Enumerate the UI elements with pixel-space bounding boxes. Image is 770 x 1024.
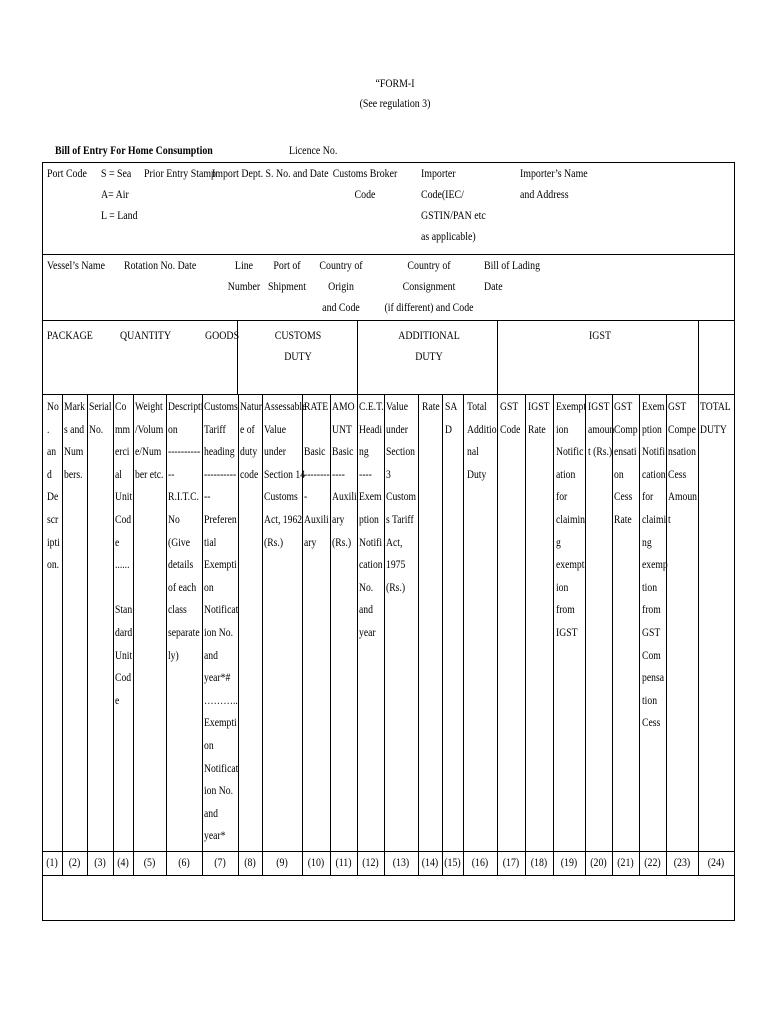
group-customs-duty: CUSTOMS DUTY — [274, 330, 322, 363]
form-title: “FORM-I — [375, 78, 415, 90]
col-header-20: IGST amoun t (Rs.) — [588, 401, 615, 459]
col-number-4: (4) — [117, 857, 129, 869]
col-number-5: (5) — [143, 857, 156, 869]
numbers-row-top-line — [42, 851, 735, 852]
group-divider-igst — [698, 320, 699, 394]
frame-left-line — [42, 162, 43, 920]
col-divider-13 — [418, 394, 419, 876]
group-divider-additional — [497, 320, 498, 394]
frame-top-line — [42, 162, 735, 163]
data-entry-row[interactable] — [43, 876, 734, 920]
col-divider-20 — [612, 394, 613, 876]
country-of-consignment-label: Country of Consignment (if different) and Code — [384, 260, 474, 314]
col-header-11: AMO UNT Basic ---- Auxili ary (Rs.) — [332, 401, 357, 549]
col-divider-17 — [525, 394, 526, 876]
col-number-14: (14) — [421, 857, 439, 869]
col-divider-10 — [330, 394, 331, 876]
import-dept-label: Import Dept. S. No. and Date — [212, 168, 329, 180]
group-quantity: QUANTITY — [120, 330, 172, 342]
bill-heading: Bill of Entry For Home Consumption — [55, 145, 213, 157]
col-header-15: SA D — [445, 401, 458, 436]
row1-bottom-line — [42, 254, 735, 255]
col-header-8: Natur e of duty code — [240, 401, 262, 481]
col-number-11: (11) — [335, 857, 352, 869]
col-divider-9 — [302, 394, 303, 876]
col-divider-3 — [113, 394, 114, 876]
rotation-no-label: Rotation No. Date — [124, 260, 197, 272]
mode-of-transport-label: S = Sea A= Air L = Land — [101, 168, 138, 222]
col-header-6: Descripti on ---------- -- R.I.T.C. No (Give details of each class separate ly) — [168, 401, 204, 662]
group-additional-duty: ADDITIONAL DUTY — [398, 330, 460, 363]
col-header-4: Co mm erci al Unit Cod e ...... Stan dard Unit Cod e — [115, 401, 133, 707]
col-header-18: IGST Rate — [528, 401, 550, 436]
col-divider-4 — [133, 394, 134, 876]
port-code-label: Port Code — [47, 168, 87, 180]
col-header-22: Exem ption Notifi cation for claimi ng exemp tion from GST Com pensa tion Cess — [642, 401, 668, 730]
col-header-24: TOTAL DUTY — [700, 401, 731, 436]
vessel-name-label: Vessel’s Name — [47, 260, 105, 272]
col-header-3: Serial No. — [89, 401, 112, 436]
col-header-16: Total Additio nal Duty — [467, 401, 497, 481]
col-divider-1 — [62, 394, 63, 876]
customs-broker-label: Customs Broker Code — [332, 168, 398, 201]
col-number-17: (17) — [502, 857, 520, 869]
col-header-13: Value under Section 3 Custom s Tariff Act, 1975 (Rs.) — [386, 401, 417, 594]
frame-bottom-line — [42, 920, 735, 921]
group-package: PACKAGE — [47, 330, 93, 342]
col-number-24: (24) — [707, 857, 725, 869]
col-header-1: No . an d De scr ipti on. — [47, 401, 60, 572]
group-divider-goods — [237, 320, 238, 394]
col-number-15: (15) — [444, 857, 461, 869]
col-divider-7 — [238, 394, 239, 876]
col-header-12: C.E.T. Headi ng ---- Exem ption Notifi cation No. and year — [359, 401, 384, 639]
col-number-18: (18) — [530, 857, 548, 869]
col-header-7: Customs Tariff heading ---------- -- Preferen tial Exempti on Notificat ion No. and year*# ……….. Exempti on Notificat ion No. and year* — [204, 401, 239, 843]
group-row-bottom-line — [42, 394, 735, 395]
col-number-7: (7) — [214, 857, 226, 869]
col-header-14: Rate — [422, 401, 440, 413]
col-number-8: (8) — [244, 857, 256, 869]
group-igst: IGST — [589, 330, 611, 342]
importer-name-label: Importer’s Name and Address — [520, 168, 588, 201]
col-number-19: (19) — [560, 857, 578, 869]
col-divider-19 — [585, 394, 586, 876]
col-number-6: (6) — [178, 857, 190, 869]
col-divider-14 — [442, 394, 443, 876]
col-header-10: RATE Basic -------- - Auxili ary — [304, 401, 330, 549]
frame-right-line — [734, 162, 735, 920]
col-number-2: (2) — [68, 857, 81, 869]
col-number-9: (9) — [276, 857, 288, 869]
col-header-23: GST Compe nsation Cess Amoun t — [668, 401, 697, 526]
col-divider-18 — [553, 394, 554, 876]
col-divider-11 — [357, 394, 358, 876]
form-subtitle: (See regulation 3) — [359, 98, 431, 110]
col-divider-22 — [666, 394, 667, 876]
group-goods: GOODS — [205, 330, 240, 342]
col-header-9: Assessable Value under Section 14 Customs Act, 1962 (Rs.) — [264, 401, 307, 549]
country-of-origin-label: Country of Origin and Code — [319, 260, 363, 314]
col-divider-8 — [262, 394, 263, 876]
group-divider-customs — [357, 320, 358, 394]
col-number-1: (1) — [46, 857, 58, 869]
col-header-5: Weight /Volum e/Num ber etc. — [135, 401, 164, 481]
col-divider-6 — [202, 394, 203, 876]
row2-bottom-line — [42, 320, 735, 321]
col-number-21: (21) — [617, 857, 634, 869]
col-number-13: (13) — [392, 857, 410, 869]
col-header-21: GST Comp ensati on Cess Rate — [614, 401, 638, 526]
col-number-3: (3) — [94, 857, 106, 869]
col-number-23: (23) — [673, 857, 691, 869]
col-header-19: Exempt ion Notific ation for claimin g exempt ion from IGST — [556, 401, 587, 639]
col-divider-21 — [639, 394, 640, 876]
bill-of-lading-label: Bill of Lading Date — [484, 260, 541, 293]
col-number-10: (10) — [307, 857, 325, 869]
col-number-16: (16) — [471, 857, 489, 869]
col-number-12: (12) — [362, 857, 379, 869]
col-divider-23 — [698, 394, 699, 876]
col-divider-5 — [166, 394, 167, 876]
col-header-2: Mark s and Num bers. — [64, 401, 85, 481]
col-divider-15 — [463, 394, 464, 876]
line-number-label: Line Number — [227, 260, 261, 293]
licence-no-label: Licence No. — [289, 145, 338, 157]
col-divider-2 — [87, 394, 88, 876]
col-number-22: (22) — [644, 857, 661, 869]
importer-code-label: Importer Code(IEC/ GSTIN/PAN etc as applicable) — [421, 168, 486, 243]
port-of-shipment-label: Port of Shipment — [268, 260, 306, 293]
col-divider-16 — [497, 394, 498, 876]
col-number-20: (20) — [590, 857, 607, 869]
col-divider-12 — [384, 394, 385, 876]
col-header-17: GST Code — [500, 401, 521, 436]
prior-entry-stamp-label: Prior Entry Stamp — [144, 168, 216, 180]
